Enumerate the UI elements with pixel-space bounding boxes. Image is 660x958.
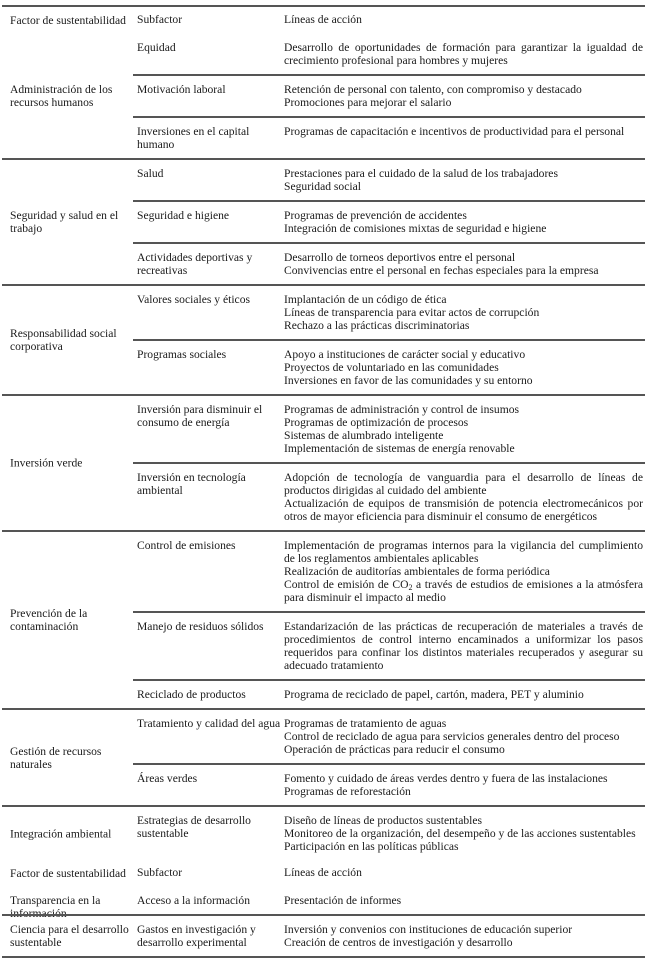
subfactor-name: Inversión para disminuir el consumo de energía <box>137 403 263 429</box>
table-row <box>133 763 645 805</box>
factor-name: Inversión verde <box>10 456 83 470</box>
factor-name: Transparencia en la información <box>10 894 101 920</box>
action-line: Monitoreo de la organización, del desempeño y de las acciones sustentables <box>284 827 636 840</box>
action-line: Diseño de líneas de productos sustentables <box>284 814 483 827</box>
action-lines <box>284 717 645 756</box>
subscript: 2 <box>408 583 413 592</box>
action-lines <box>284 620 645 672</box>
action-line: Convivencias entre el personal en fechas especiales para la empresa <box>284 264 599 277</box>
action-lines <box>284 923 645 949</box>
action-line: Programas de administración y control de insumos <box>284 403 520 416</box>
subfactor-name: Programas sociales <box>137 348 227 361</box>
subfactor-name: Valores sociales y éticos <box>137 293 251 306</box>
factor-group <box>2 158 645 284</box>
action-line: Programas de capacitación e incentivos de productividad para el personal <box>284 125 625 138</box>
factor-group <box>2 708 645 805</box>
factor-name: Integración ambiental <box>10 827 112 840</box>
header-lines: Líneas de acción <box>284 866 362 879</box>
action-lines <box>284 814 645 853</box>
header-factor: Factor de sustentabilidad <box>10 14 126 27</box>
action-lines <box>284 348 645 387</box>
action-lines <box>284 167 645 193</box>
factor-name: Seguridad y salud en el trabajo <box>10 209 119 235</box>
table-row <box>133 462 645 530</box>
action-line: Implementación de sistemas de energía renovable <box>284 442 515 455</box>
action-line: Retención de personal con talento, con compromiso y destacado <box>284 83 582 96</box>
action-line: Control de reciclado de agua para servicios generales dentro del proceso <box>284 730 620 743</box>
action-line: Operación de prácticas para reducir el consumo <box>284 743 505 756</box>
action-lines <box>284 688 645 701</box>
subfactor-name: Inversión en tecnología ambiental <box>137 471 246 497</box>
header-lines: Líneas de acción <box>284 13 362 26</box>
subfactor-name: Control de emisiones <box>137 539 236 552</box>
action-line: Líneas de transparencia para evitar actos de corrupción <box>284 306 540 319</box>
action-lines <box>284 403 645 455</box>
subfactor-name: Estrategias de desarrollo sustentable <box>137 814 251 840</box>
table-header-repeat <box>2 860 645 887</box>
subfactor-name: Acceso a la información <box>137 894 250 907</box>
factor-group <box>2 887 645 920</box>
action-lines <box>284 41 645 67</box>
subfactor-name: Motivación laboral <box>137 83 226 96</box>
action-line: Programas de tratamiento de aguas <box>284 717 447 730</box>
action-line: Adopción de tecnología de vanguardia para el desarrollo de líneas de productos dirigidas al cuidado del ambiente <box>284 471 643 497</box>
action-line: Fomento y cuidado de áreas verdes dentro y fuera de las instalaciones <box>284 772 608 785</box>
action-line: Estandarización de las prácticas de recuperación de materiales a través de procedimientos de control interno encaminados a uniformizar los pasos requeridos para confinar los distintos materiales recuperados y asegurar su adecuado tratamiento <box>284 620 643 672</box>
action-line: Proyectos de voluntariado en las comunidades <box>284 361 499 374</box>
table-row <box>133 339 645 394</box>
action-line: Implementación de programas internos para la vigilancia del cumplimiento de los reglamentos ambientales aplicables <box>284 539 643 565</box>
table-row <box>133 200 645 242</box>
factor-name: Administración de los recursos humanos <box>10 83 113 109</box>
action-line: Programas de optimización de procesos <box>284 416 469 429</box>
action-lines <box>284 209 645 235</box>
table-row <box>133 74 645 116</box>
action-lines <box>284 125 645 151</box>
sustainability-table <box>2 0 645 958</box>
action-lines <box>284 772 645 798</box>
action-line: Desarrollo de oportunidades de formación para garantizar la igualdad de crecimiento profesional para hombres y mujeres <box>284 41 643 67</box>
subfactor-name: Gastos en investigación y desarrollo experimental <box>137 923 256 949</box>
action-line: Desarrollo de torneos deportivos entre el personal <box>284 251 516 264</box>
action-line: Programa de reciclado de papel, cartón, madera, PET y aluminio <box>284 688 584 701</box>
action-line: Seguridad social <box>284 180 361 193</box>
action-lines <box>284 251 645 277</box>
action-lines <box>284 894 645 907</box>
header-subfactor: Subfactor <box>137 13 183 26</box>
action-line: Programas de reforestación <box>284 785 411 798</box>
action-lines <box>284 471 645 523</box>
action-line: Inversiones en favor de las comunidades y su entorno <box>284 374 533 387</box>
factor-group <box>2 530 645 708</box>
action-line: Actualización de equipos de transmisión de potencia electromecánicos por otros de mayor eficiencia para disminuir el consumo de energéticos <box>284 497 643 523</box>
action-line: Rechazo a las prácticas discriminatorias <box>284 319 470 332</box>
subfactor-name: Actividades deportivas y recreativas <box>137 251 253 277</box>
table-row <box>133 116 645 158</box>
action-line: Creación de centros de investigación y desarrollo <box>284 936 513 949</box>
header-factor: Factor de sustentabilidad <box>10 867 126 880</box>
factor-group <box>2 394 645 530</box>
action-line: Participación en las políticas públicas <box>284 840 459 853</box>
action-line: Inversión y convenios con instituciones de educación superior <box>284 923 573 936</box>
action-line: Promociones para mejorar el salario <box>284 96 452 109</box>
factor-name: Gestión de recursos naturales <box>10 744 102 771</box>
factor-group <box>2 284 645 394</box>
action-line: Implantación de un código de ética <box>284 293 447 306</box>
action-lines <box>284 539 645 604</box>
action-line: Sistemas de alumbrado inteligente <box>284 429 444 442</box>
action-line: Realización de auditorías ambientales de forma periódica <box>284 565 550 578</box>
factor-name: Responsabilidad social corporativa <box>10 327 117 353</box>
action-line: Prestaciones para el cuidado de la salud de los trabajadores <box>284 167 558 180</box>
action-line: Integración de comisiones mixtas de seguridad e higiene <box>284 222 547 235</box>
table-row <box>133 396 645 462</box>
table-row <box>133 679 645 708</box>
subfactor-name: Reciclado de productos <box>137 688 246 701</box>
subfactor-name: Salud <box>137 167 164 180</box>
table-row <box>133 286 645 339</box>
table-row <box>133 160 645 200</box>
action-line: Control de emisión de $CO_2$ a través de estudios de emisiones a la atmósfera para disminuir el impacto al medio <box>284 578 643 604</box>
subfactor-name: Inversiones en el capital humano <box>137 125 250 151</box>
subfactor-name: Áreas verdes <box>137 772 198 785</box>
action-line: Apoyo a instituciones de carácter social y educativo <box>284 348 526 361</box>
factor-group <box>2 805 645 860</box>
subfactor-name: Seguridad e higiene <box>137 209 230 222</box>
subfactor-name: Tratamiento y calidad del agua <box>137 717 281 730</box>
factor-group <box>2 914 645 958</box>
action-line: Presentación de informes <box>284 894 402 907</box>
table-row <box>133 611 645 679</box>
table-row <box>133 242 645 284</box>
factor-group <box>2 34 645 158</box>
table-row <box>133 916 645 956</box>
table-row <box>133 807 645 860</box>
factor-name: Ciencia para el desarrollo sustentable <box>10 923 129 949</box>
action-line: Programas de prevención de accidentes <box>284 209 467 222</box>
factor-name: Prevención de la contaminación <box>10 607 88 633</box>
table-row <box>133 710 645 763</box>
subfactor-name: Manejo de residuos sólidos <box>137 620 264 633</box>
action-lines <box>284 293 645 332</box>
subfactor-name: Equidad <box>137 41 176 54</box>
table-row <box>133 887 645 914</box>
table-row <box>133 34 645 74</box>
header-subfactor: Subfactor <box>137 866 183 879</box>
table-header <box>2 5 645 34</box>
action-lines <box>284 83 645 109</box>
table-row <box>133 532 645 611</box>
